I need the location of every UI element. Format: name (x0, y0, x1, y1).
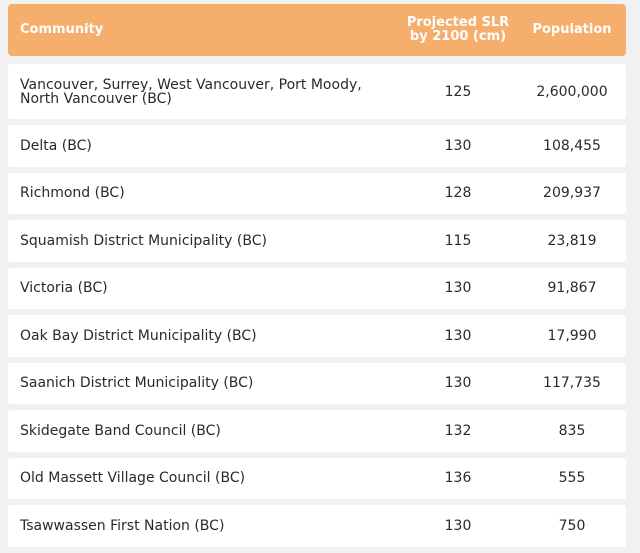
community-cell: Delta (BC) (20, 137, 92, 154)
table-row (8, 173, 626, 215)
population-cell: 209,937 (543, 185, 601, 202)
community-cell: Victoria (BC) (20, 280, 108, 297)
sea-level-rise-table (8, 4, 626, 534)
population-cell: 117,735 (543, 375, 601, 392)
slr-cell: 125 (444, 83, 472, 100)
slr-cell: 132 (444, 422, 472, 439)
slr-cell: 130 (444, 375, 472, 392)
slr-cell: 115 (444, 232, 472, 249)
table-row (8, 458, 626, 500)
header-slr-line2: by 2100 (cm) (409, 29, 507, 44)
population-cell: 108,455 (543, 137, 601, 154)
header-projected-slr (398, 16, 518, 44)
table-row (8, 315, 626, 357)
community-cell: Squamish District Municipality (BC) (20, 232, 267, 249)
header-slr-line1: Projected SLR (406, 15, 510, 30)
header-population: Population (532, 22, 612, 37)
population-cell: 17,990 (547, 327, 597, 344)
community-cell: Skidegate Band Council (BC) (20, 422, 221, 439)
community-cell: Vancouver, Surrey, West Vancouver, Port Moody, North Vancouver (BC) (20, 76, 362, 107)
header-community: Community (20, 22, 104, 37)
population-cell: 2,600,000 (536, 83, 608, 100)
population-cell: 91,867 (547, 280, 597, 297)
community-cell: Richmond (BC) (20, 185, 125, 202)
table-row (8, 125, 626, 167)
table-row (8, 363, 626, 405)
slr-cell: 130 (444, 517, 472, 534)
community-cell: Old Massett Village Council (BC) (20, 470, 246, 487)
population-cell: 555 (558, 470, 586, 487)
table-row (8, 64, 626, 119)
table-row (8, 268, 626, 310)
community-cell: Saanich District Municipality (BC) (20, 375, 254, 392)
community-cell: Oak Bay District Municipality (BC) (20, 327, 257, 344)
table-row (8, 220, 626, 262)
population-cell: 750 (558, 517, 586, 534)
population-cell: 23,819 (547, 232, 597, 249)
slr-cell: 130 (444, 280, 472, 297)
table-row (8, 505, 626, 547)
community-cell: Tsawwassen First Nation (BC) (20, 517, 225, 534)
table-row (8, 410, 626, 452)
slr-cell: 130 (444, 327, 472, 344)
table-body (8, 64, 626, 553)
table-header (8, 4, 626, 56)
slr-cell: 130 (444, 137, 472, 154)
slr-cell: 136 (444, 470, 472, 487)
slr-cell: 128 (444, 185, 472, 202)
population-cell: 835 (558, 422, 586, 439)
